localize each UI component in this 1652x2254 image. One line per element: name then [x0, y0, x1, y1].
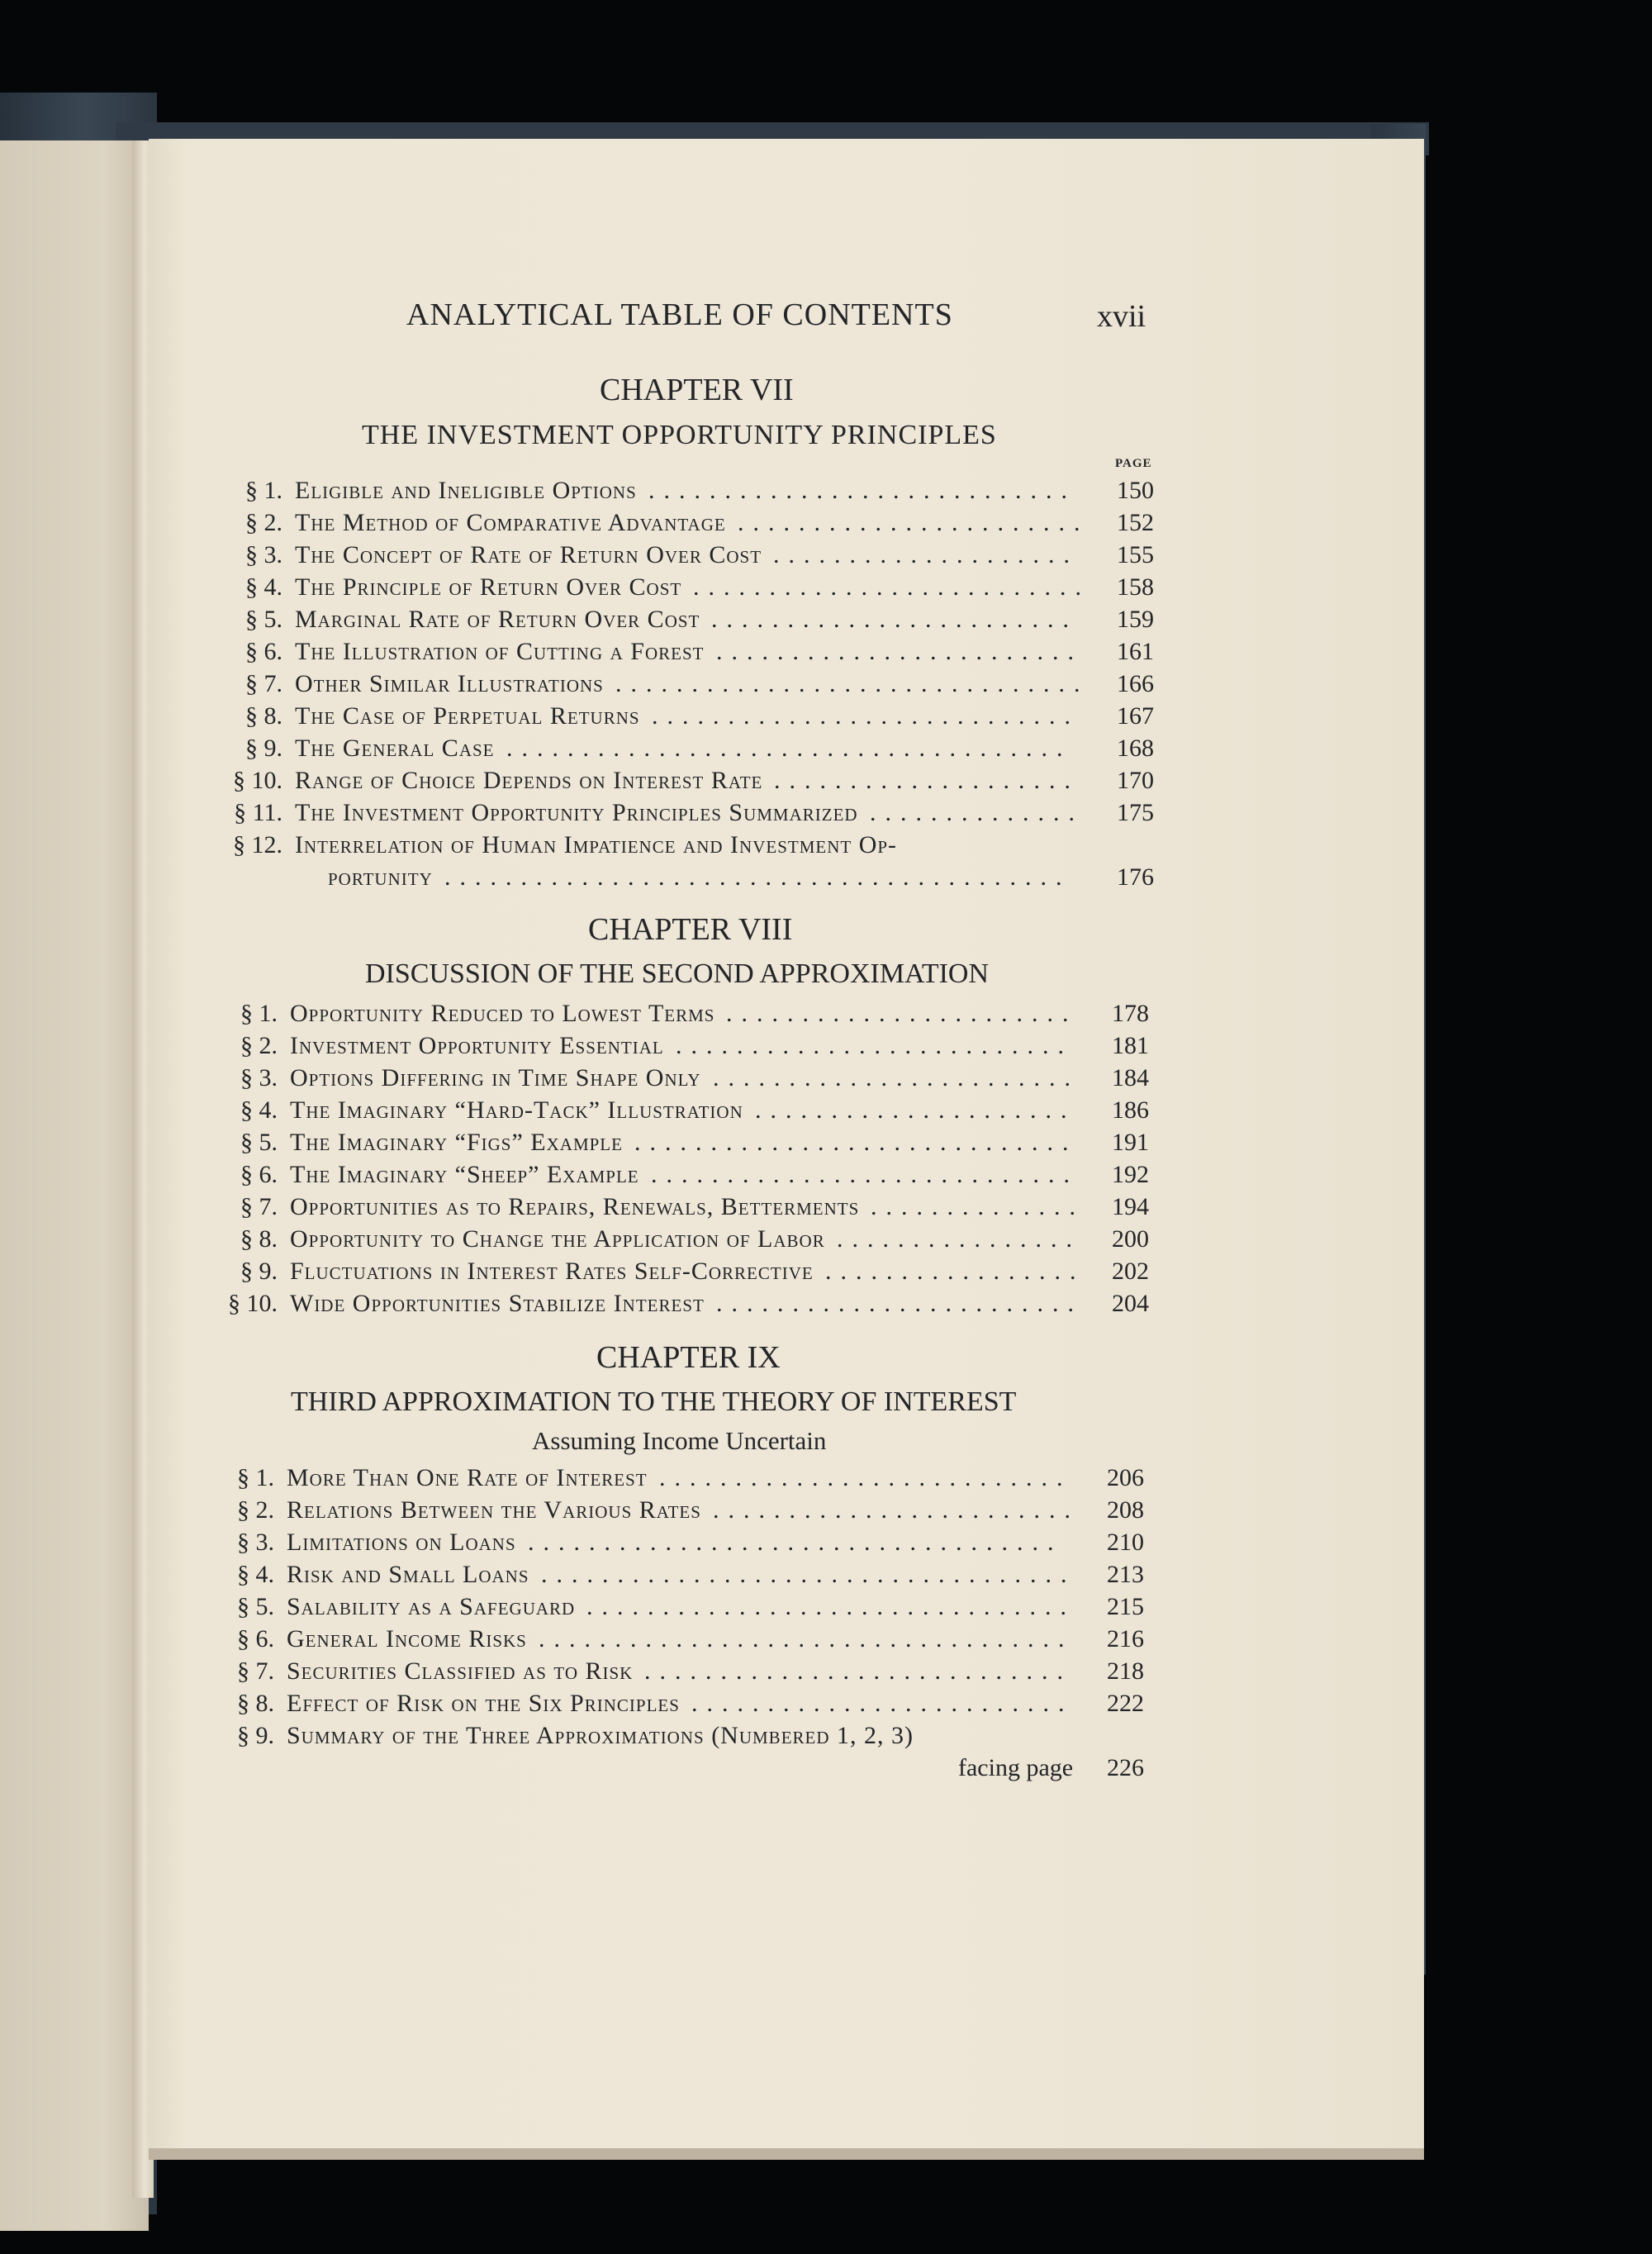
dot-leader: ............................. — [634, 1129, 1078, 1156]
entry-title: Opportunity to Change the Application of Labor — [290, 1225, 825, 1253]
section-number: § 2. — [245, 509, 282, 536]
section-number: § 6. — [245, 638, 282, 665]
dot-leader: .......................... — [693, 573, 1090, 601]
section-number: § 3. — [240, 1064, 278, 1091]
dot-leader: ........................... — [659, 1464, 1072, 1491]
section-number: § 4. — [237, 1561, 274, 1588]
dot-leader: ......................... — [691, 1690, 1074, 1717]
dot-leader: ................................... — [528, 1529, 1063, 1556]
chapter-ix-subtitle: Assuming Income Uncertain — [532, 1426, 827, 1455]
toc-entry[interactable] — [199, 1258, 1161, 1286]
dot-leader: ............................ — [651, 1161, 1079, 1188]
page-number: 170 — [1117, 767, 1154, 794]
chapter-viii-title: DISCUSSION OF THE SECOND APPROXIMATION — [365, 958, 990, 989]
toc-entry[interactable] — [196, 1593, 1156, 1621]
page-number: 175 — [1117, 799, 1154, 826]
entry-title: Limitations on Loans — [287, 1529, 516, 1556]
page-number: 166 — [1117, 670, 1154, 697]
entry-title: Opportunities as to Repairs, Renewals, Betterments — [290, 1193, 860, 1220]
toc-entry[interactable] — [196, 1690, 1156, 1718]
toc-entry[interactable] — [196, 1722, 1156, 1781]
entry-title: Options Differing in Time Shape Only — [290, 1064, 701, 1091]
entry-title: Risk and Small Loans — [287, 1561, 529, 1588]
page-number: 204 — [1112, 1290, 1149, 1317]
dot-leader: .............. — [871, 1193, 1085, 1220]
entry-title: Investment Opportunity Essential — [290, 1032, 664, 1059]
page-number: 167 — [1117, 702, 1154, 730]
dot-leader: ..................................... — [506, 735, 1072, 762]
page-number: 184 — [1112, 1064, 1149, 1091]
section-number: § 2. — [237, 1496, 274, 1524]
dot-leader: ............................ — [652, 702, 1080, 730]
page-edge-shadow — [149, 2148, 1424, 2160]
entry-title: The Illustration of Cutting a Forest — [295, 638, 705, 665]
running-head-title: ANALYTICAL TABLE OF CONTENTS — [406, 297, 953, 332]
section-number: § 5. — [240, 1129, 278, 1156]
entry-title: Effect of Risk on the Six Principles — [287, 1690, 680, 1717]
page-number: 192 — [1112, 1161, 1149, 1188]
toc-entry[interactable] — [204, 702, 1166, 730]
section-number: § 4. — [240, 1096, 278, 1124]
entry-title: The General Case — [295, 735, 495, 762]
section-number: § 7. — [245, 670, 282, 697]
section-number: § 6. — [240, 1161, 278, 1188]
folio-number: xvii — [1097, 299, 1146, 334]
entry-title: Fluctuations in Interest Rates Self-Corrective — [290, 1258, 814, 1285]
dot-leader: ........................ — [713, 1496, 1080, 1524]
page-number: 222 — [1107, 1690, 1144, 1717]
page-number: 178 — [1112, 1000, 1149, 1027]
dot-leader: ........................ — [716, 1290, 1083, 1317]
entry-title: Range of Choice Depends on Interest Rate — [295, 767, 763, 794]
toc-entry[interactable] — [199, 1032, 1161, 1060]
dot-leader: .......................... — [676, 1032, 1073, 1059]
section-number: § 9. — [240, 1258, 278, 1285]
toc-entry[interactable] — [196, 1657, 1156, 1686]
page-number: 159 — [1117, 606, 1154, 633]
toc-entry[interactable] — [199, 1064, 1161, 1092]
section-number: § 8. — [245, 702, 282, 730]
page-number: 150 — [1117, 477, 1154, 504]
chapter-viii-heading: CHAPTER VIII — [588, 912, 793, 947]
section-number: § 7. — [237, 1657, 274, 1685]
toc-entry[interactable] — [204, 509, 1166, 537]
section-number: § 11. — [234, 799, 282, 826]
entry-title: Relations Between the Various Rates — [287, 1496, 701, 1524]
page-number: 155 — [1117, 541, 1154, 568]
entry-title: Salability as a Safeguard — [287, 1593, 576, 1620]
entry-title: Marginal Rate of Return Over Cost — [295, 606, 700, 633]
toc-entry[interactable] — [204, 735, 1166, 763]
page-number: 181 — [1112, 1032, 1149, 1059]
page-number: 152 — [1117, 509, 1154, 536]
section-number: § 8. — [237, 1690, 274, 1717]
section-number: § 6. — [237, 1625, 274, 1652]
section-number: § 3. — [245, 541, 282, 568]
entry-title: The Case of Perpetual Returns — [295, 702, 640, 730]
dot-leader: ................. — [825, 1258, 1085, 1285]
entry-title: Securities Classified as to Risk — [287, 1657, 634, 1685]
toc-entry[interactable] — [196, 1529, 1156, 1557]
toc-entry[interactable] — [204, 606, 1166, 634]
dot-leader: .................... — [773, 541, 1079, 568]
chapter-ix-title: THIRD APPROXIMATION TO THE THEORY OF INTEREST — [291, 1386, 1017, 1417]
section-number: § 4. — [245, 573, 282, 601]
toc-entry[interactable] — [199, 1000, 1161, 1028]
section-number: § 1. — [240, 1000, 278, 1027]
page-number: 215 — [1107, 1593, 1144, 1620]
dot-leader: ......................................... — [444, 863, 1071, 891]
toc-entry[interactable] — [196, 1561, 1156, 1589]
toc-entry[interactable] — [204, 638, 1166, 666]
section-number: § 1. — [237, 1464, 274, 1491]
toc-entry[interactable] — [196, 1496, 1156, 1524]
section-number: § 5. — [237, 1593, 274, 1620]
dot-leader: ............................ — [648, 477, 1076, 504]
entry-title: The Imaginary “Hard-Tack” Illustration — [290, 1096, 743, 1124]
dot-leader: ............................... — [615, 670, 1089, 697]
entry-title: The Concept of Rate of Return Over Cost — [295, 541, 762, 568]
page-number: 168 — [1117, 735, 1154, 762]
dot-leader: ................................... — [539, 1625, 1074, 1652]
entry-title: The Principle of Return Over Cost — [295, 573, 682, 601]
entry-title: The Method of Comparative Advantage — [295, 509, 726, 536]
entry-title: The Imaginary “Figs” Example — [290, 1129, 623, 1156]
page-number: 194 — [1112, 1193, 1149, 1220]
section-number: § 10. — [233, 767, 282, 794]
dot-leader: ....................... — [738, 509, 1089, 536]
dot-leader: .................... — [774, 767, 1080, 794]
entry-title: The Investment Opportunity Principles Summarized — [295, 799, 858, 826]
chapter-ix-heading: CHAPTER IX — [596, 1340, 781, 1375]
dot-leader: ........................ — [713, 1064, 1080, 1091]
page-number: 176 — [1117, 863, 1154, 891]
toc-entry[interactable] — [204, 670, 1166, 698]
page-number: 210 — [1107, 1529, 1144, 1556]
dot-leader: ................................... — [541, 1561, 1076, 1588]
entry-title: More Than One Rate of Interest — [287, 1464, 648, 1491]
section-number: § 1. — [245, 477, 282, 504]
toc-entry[interactable] — [199, 1290, 1161, 1318]
page-number: 218 — [1107, 1657, 1144, 1685]
page-number: 186 — [1112, 1096, 1149, 1124]
entry-title: General Income Risks — [287, 1625, 527, 1652]
page-number: 161 — [1117, 638, 1154, 665]
page-number: 200 — [1112, 1225, 1149, 1253]
dot-leader: ........................ — [716, 638, 1083, 665]
section-number: § 3. — [237, 1529, 274, 1556]
toc-entry[interactable] — [204, 477, 1166, 505]
entry-title: Eligible and Ineligible Options — [295, 477, 637, 504]
toc-entry[interactable] — [199, 1129, 1161, 1157]
dot-leader: ..................... — [755, 1096, 1076, 1124]
page-number: 206 — [1107, 1464, 1144, 1491]
entry-title: Opportunity Reduced to Lowest Terms — [290, 1000, 715, 1027]
section-number: § 8. — [240, 1225, 278, 1253]
dot-leader: ........................ — [711, 606, 1078, 633]
entry-title: Wide Opportunities Stabilize Interest — [290, 1290, 705, 1317]
entry-title: Interrelation of Human Impatience and Investment Op- — [295, 831, 898, 858]
dot-leader: ....................... — [726, 1000, 1078, 1027]
page-number: 191 — [1112, 1129, 1149, 1156]
section-number: § 2. — [240, 1032, 278, 1059]
entry-title-continuation: facing page — [958, 1754, 1074, 1781]
page-number: 208 — [1107, 1496, 1144, 1524]
page-number: 158 — [1117, 573, 1154, 601]
page-number: 213 — [1107, 1561, 1144, 1588]
entry-title: The Imaginary “Sheep” Example — [290, 1161, 639, 1188]
section-number: § 10. — [228, 1290, 278, 1317]
toc-entry[interactable] — [199, 1096, 1161, 1125]
section-number: § 5. — [245, 606, 282, 633]
page-column-label: PAGE — [1115, 457, 1152, 470]
dot-leader: ................ — [837, 1225, 1081, 1253]
chapter-vii-title: THE INVESTMENT OPPORTUNITY PRINCIPLES — [362, 420, 997, 450]
toc-entry[interactable] — [196, 1625, 1156, 1653]
section-number: § 12. — [233, 831, 282, 858]
page-number: 202 — [1112, 1258, 1149, 1285]
section-number: § 9. — [245, 735, 282, 762]
chapter-vii-heading: CHAPTER VII — [600, 373, 794, 407]
toc-entry[interactable] — [204, 573, 1166, 602]
page-number: 216 — [1107, 1625, 1144, 1652]
section-number: § 7. — [240, 1193, 278, 1220]
toc-entry[interactable] — [199, 1161, 1161, 1189]
toc-entry[interactable] — [204, 541, 1166, 569]
left-page — [0, 140, 149, 2231]
entry-title: Summary of the Three Approximations (Numbered 1, 2, 3) — [287, 1722, 914, 1749]
page-number: 226 — [1107, 1754, 1144, 1781]
dot-leader: ................................ — [586, 1593, 1075, 1620]
toc-entry[interactable] — [204, 767, 1166, 795]
toc-entry[interactable] — [199, 1193, 1161, 1221]
toc-entry[interactable] — [196, 1464, 1156, 1492]
entry-title-continuation: portunity — [328, 863, 433, 891]
entry-title: Other Similar Illustrations — [295, 670, 604, 697]
toc-entry[interactable] — [199, 1225, 1161, 1253]
toc-entry[interactable] — [204, 831, 1166, 891]
dot-leader: .............. — [870, 799, 1084, 826]
toc-entry[interactable] — [204, 799, 1166, 827]
section-number: § 9. — [237, 1722, 274, 1749]
dot-leader: ............................ — [644, 1657, 1072, 1685]
